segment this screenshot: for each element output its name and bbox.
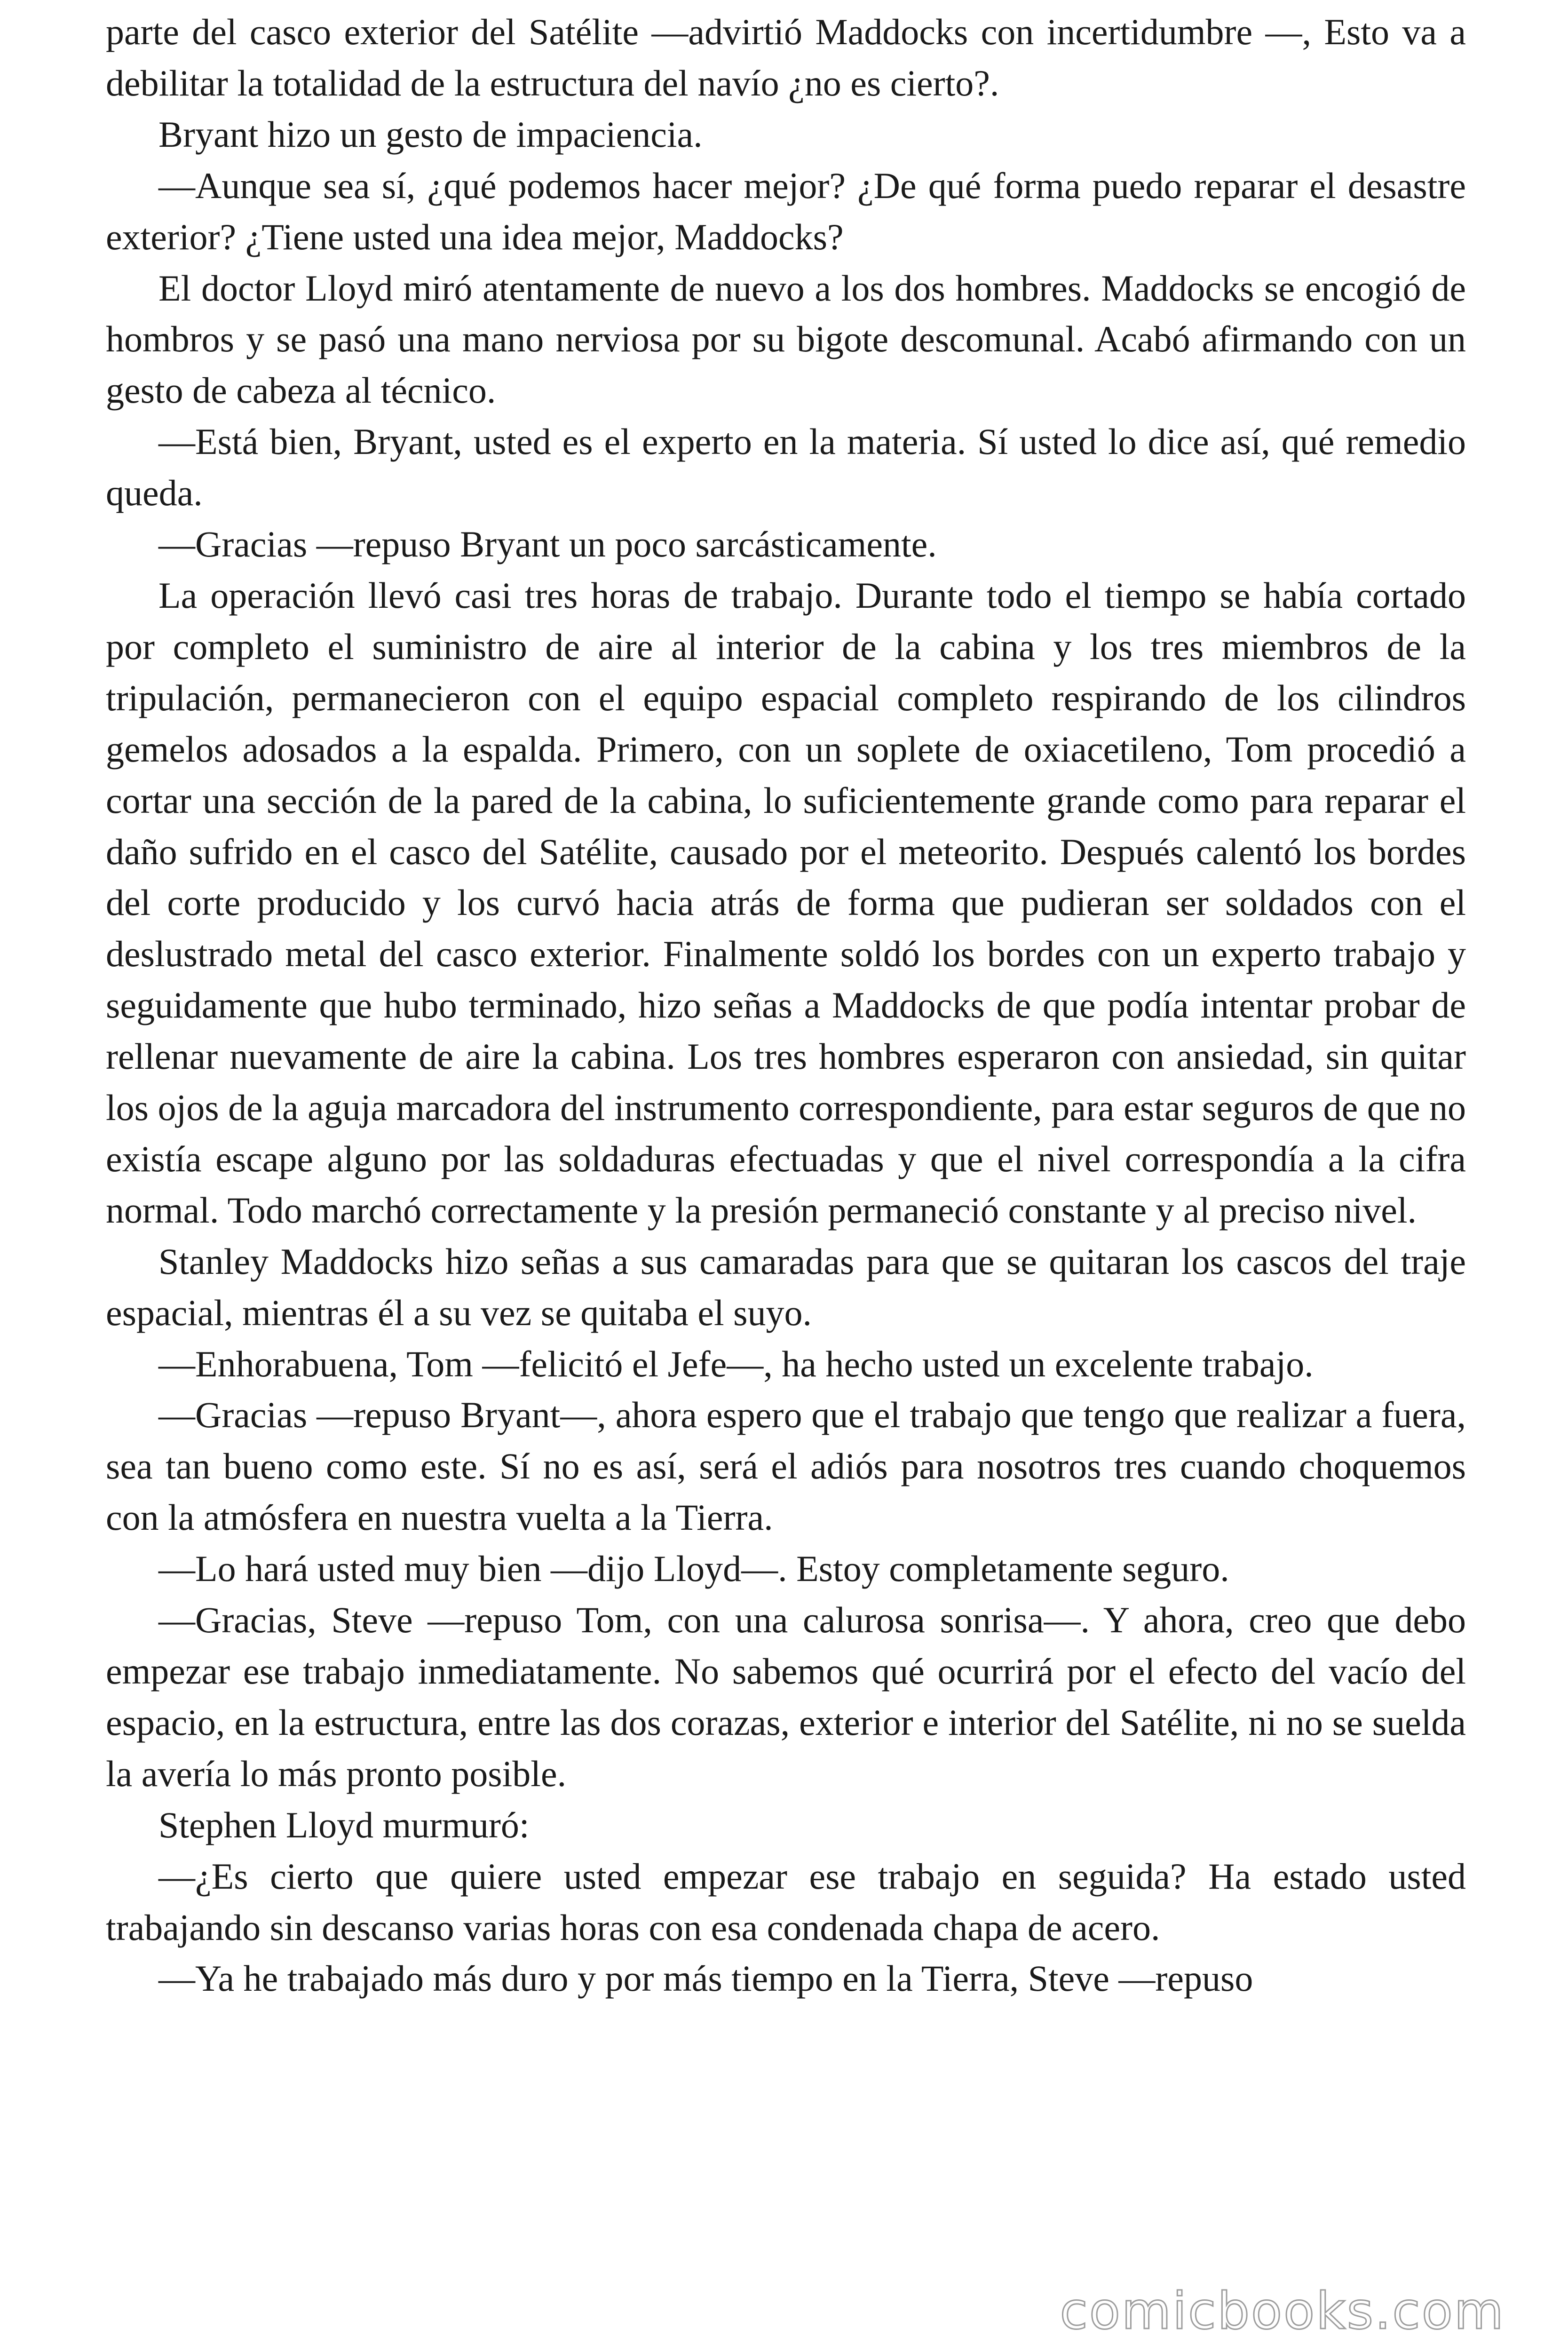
- paragraph: El doctor Lloyd miró atentamente de nuevo a los dos hombres. Maddocks se encogió de hombros y se pasó una mano nerviosa por su bigote descomunal. Acabó afirmando con un gesto de cabeza al técnico.: [106, 267, 1466, 411]
- paragraph: —Gracias, Steve —repuso Tom, con una calurosa sonrisa—. Y ahora, creo que debo empezar ese trabajo inmediatamente. No sabemos qué ocurrirá por el efecto del vacío del espacio, en la estructura, entre las dos corazas, exterior e interior del Satélite, ni no se suelda la avería lo más pronto posible.: [106, 1599, 1466, 1794]
- paragraph: Stanley Maddocks hizo señas a sus camaradas para que se quitaran los cascos del traje espacial, mientras él a su vez se quitaba el suyo.: [106, 1240, 1466, 1333]
- paragraph-final: —Ya he trabajado más duro y por más tiempo en la Tierra, Steve —repuso: [158, 1958, 1253, 1999]
- paragraph: —¿Es cierto que quiere usted empezar ese trabajo en seguida? Ha estado usted trabajando sin descanso varias horas con esa condenada chapa de acero.: [106, 1855, 1466, 1948]
- paragraph: —Gracias —repuso Bryant—, ahora espero que el trabajo que tengo que realizar a fuera, sea tan bueno como este. Sí no es así, será el adiós para nosotros tres cuando choquemos con la atmósfera en nuestra vuelta a la Tierra.: [106, 1394, 1466, 1538]
- paragraph: —Lo hará usted muy bien —dijo Lloyd—. Estoy completamente seguro.: [158, 1548, 1229, 1589]
- body-text: [106, 7, 1466, 2004]
- paragraph: Bryant hizo un gesto de impaciencia.: [158, 113, 703, 155]
- watermark: comicbooks.com: [1060, 2282, 1505, 2341]
- paragraph: —Gracias —repuso Bryant un poco sarcásticamente.: [158, 524, 937, 565]
- paragraph: Stephen Lloyd murmuró:: [158, 1804, 530, 1845]
- paragraph: —Está bien, Bryant, usted es el experto en la materia. Sí usted lo dice así, qué remedio queda.: [106, 421, 1466, 514]
- paragraph-continuation: parte del casco exterior del Satélite —advirtió Maddocks con incertidumbre —, Esto va a debilitar la totalidad de la estructura del navío ¿no es cierto?.: [106, 11, 1466, 103]
- paragraph: —Enhorabuena, Tom —felicitó el Jefe—, ha hecho usted un excelente trabajo.: [158, 1343, 1314, 1384]
- paragraph: —Aunque sea sí, ¿qué podemos hacer mejor? ¿De qué forma puedo reparar el desastre exterior? ¿Tiene usted una idea mejor, Maddocks?: [106, 165, 1466, 257]
- paragraph: La operación llevó casi tres horas de trabajo. Durante todo el tiempo se había cortado por completo el suministro de aire al interior de la cabina y los tres miembros de la tripulación, permanecieron con el equipo espacial completo respirando de los cilindros gemelos adosados a la espalda. Primero, con un soplete de oxiacetileno, Tom procedió a cortar una sección de la pared de la cabina, lo suficientemente grande como para reparar el daño sufrido en el casco del Satélite, causado por el meteorito. Después calentó los bordes del corte producido y los curvó hacia atrás de forma que pudieran ser soldados con el deslustrado metal del casco exterior. Finalmente soldó los bordes con un experto trabajo y seguidamente que hubo terminado, hizo señas a Maddocks de que podía intentar probar de rellenar nuevamente de aire la cabina. Los tres hombres esperaron con ansiedad, sin quitar los ojos de la aguja marcadora del instrumento correspondiente, para estar seguros de que no existía escape alguno por las soldaduras efectuadas y que el nivel correspondía a la cifra normal. Todo marchó correctamente y la presión permaneció constante y al preciso nivel.: [106, 574, 1466, 1231]
